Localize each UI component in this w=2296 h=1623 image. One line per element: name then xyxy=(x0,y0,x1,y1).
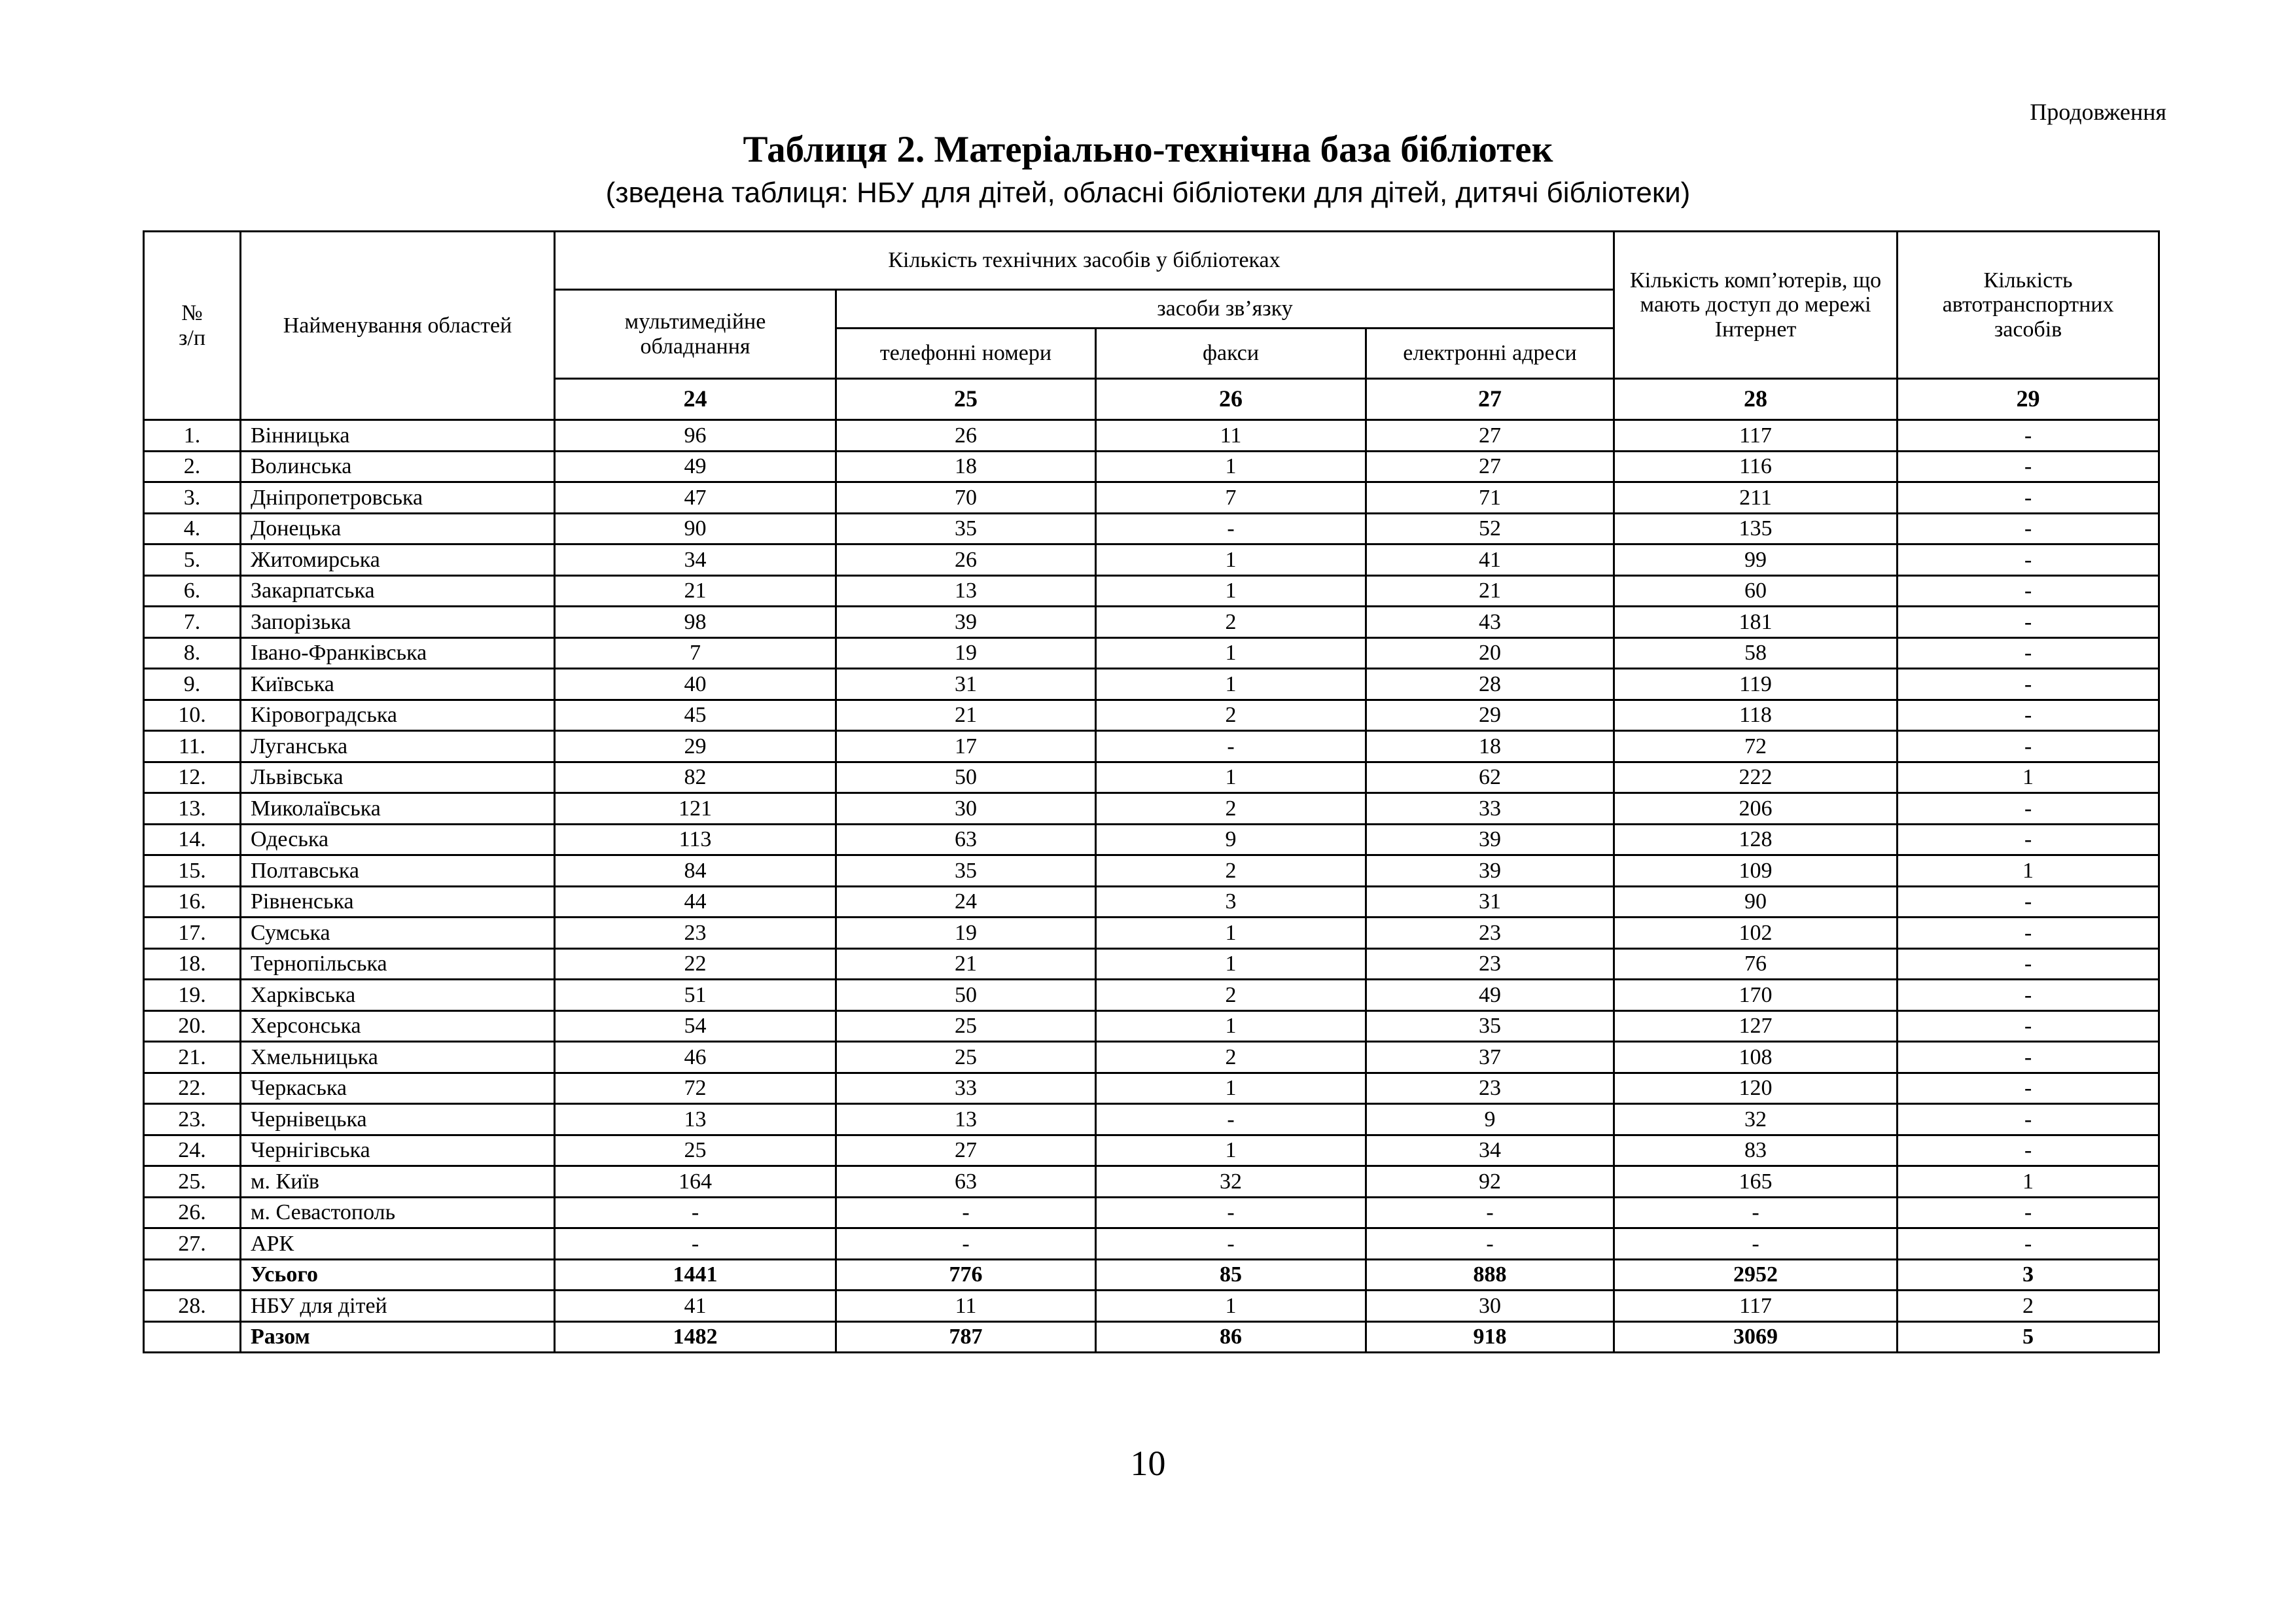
value-cell: 45 xyxy=(555,700,836,731)
value-cell: 62 xyxy=(1366,762,1614,793)
region-name: Вінницька xyxy=(241,420,555,452)
row-index: 14. xyxy=(144,824,241,855)
value-cell: - xyxy=(1898,513,2159,544)
value-cell: 49 xyxy=(555,451,836,482)
value-cell: 2 xyxy=(1096,607,1366,638)
region-name: м. Київ xyxy=(241,1166,555,1198)
region-name: Чернівецька xyxy=(241,1104,555,1135)
table-title: Таблиця 2. Матеріально-технічна база бібліотек xyxy=(743,129,1553,170)
region-name: Херсонська xyxy=(241,1010,555,1042)
column-number: 24 xyxy=(555,379,836,420)
value-cell: - xyxy=(1898,1010,2159,1042)
value-cell: 19 xyxy=(836,918,1096,949)
row-index: 3. xyxy=(144,482,241,514)
region-name: Одеська xyxy=(241,824,555,855)
row-index: 11. xyxy=(144,731,241,762)
value-cell: 2 xyxy=(1096,793,1366,825)
value-cell: 72 xyxy=(1614,731,1898,762)
table-row xyxy=(144,886,2159,918)
value-cell: - xyxy=(1898,948,2159,980)
region-name: Черкаська xyxy=(241,1073,555,1104)
value-cell: 918 xyxy=(1366,1321,1614,1353)
value-cell: 118 xyxy=(1614,700,1898,731)
value-cell: 1 xyxy=(1096,762,1366,793)
header-vehicles: Кількість автотранспортних засобів xyxy=(1898,232,2159,379)
table-row xyxy=(144,637,2159,669)
value-cell: 63 xyxy=(836,1166,1096,1198)
region-name: Полтавська xyxy=(241,855,555,887)
value-cell: 99 xyxy=(1614,544,1898,576)
header-number-line2: з/п xyxy=(178,325,206,350)
value-cell: 102 xyxy=(1614,918,1898,949)
value-cell: 47 xyxy=(555,482,836,514)
value-cell: 211 xyxy=(1614,482,1898,514)
value-cell: 35 xyxy=(1366,1010,1614,1042)
region-name: Івано-Франківська xyxy=(241,637,555,669)
row-index: 26. xyxy=(144,1197,241,1228)
value-cell: - xyxy=(1898,700,2159,731)
header-emails: електронні адреси xyxy=(1366,329,1614,379)
value-cell: - xyxy=(1898,1135,2159,1166)
region-name: Чернігівська xyxy=(241,1135,555,1166)
table-row xyxy=(144,1197,2159,1228)
value-cell: 76 xyxy=(1614,948,1898,980)
value-cell: - xyxy=(1898,886,2159,918)
value-cell: 11 xyxy=(836,1291,1096,1322)
value-cell: - xyxy=(1898,1073,2159,1104)
value-cell: - xyxy=(555,1228,836,1260)
value-cell: 9 xyxy=(1366,1104,1614,1135)
value-cell: 23 xyxy=(555,918,836,949)
value-cell: 39 xyxy=(1366,855,1614,887)
continuation-label: Продовження xyxy=(2030,99,2166,125)
value-cell: 30 xyxy=(1366,1291,1614,1322)
value-cell: 1 xyxy=(1096,1073,1366,1104)
table-row xyxy=(144,607,2159,638)
value-cell: 1 xyxy=(1096,544,1366,576)
value-cell: 113 xyxy=(555,824,836,855)
region-name: Кіровоградська xyxy=(241,700,555,731)
value-cell: - xyxy=(555,1197,836,1228)
region-name: Закарпатська xyxy=(241,575,555,607)
value-cell: 18 xyxy=(836,451,1096,482)
value-cell: 28 xyxy=(1366,669,1614,700)
column-number: 29 xyxy=(1898,379,2159,420)
value-cell: 5 xyxy=(1898,1321,2159,1353)
region-name: Київська xyxy=(241,669,555,700)
row-index xyxy=(144,1259,241,1291)
row-index: 19. xyxy=(144,980,241,1011)
value-cell: 98 xyxy=(555,607,836,638)
column-number: 27 xyxy=(1366,379,1614,420)
page-number: 10 xyxy=(1130,1444,1166,1483)
value-cell: 1 xyxy=(1096,1135,1366,1166)
value-cell: 90 xyxy=(1614,886,1898,918)
table-row xyxy=(144,855,2159,887)
region-name: м. Севастополь xyxy=(241,1197,555,1228)
value-cell: - xyxy=(1614,1228,1898,1260)
row-index: 21. xyxy=(144,1042,241,1073)
table-row xyxy=(144,451,2159,482)
region-name: Разом xyxy=(241,1321,555,1353)
value-cell: - xyxy=(1898,824,2159,855)
row-index: 27. xyxy=(144,1228,241,1260)
value-cell: 170 xyxy=(1614,980,1898,1011)
value-cell: 46 xyxy=(555,1042,836,1073)
value-cell: 33 xyxy=(836,1073,1096,1104)
region-name: Усього xyxy=(241,1259,555,1291)
value-cell: - xyxy=(1898,1104,2159,1135)
region-name: Донецька xyxy=(241,513,555,544)
header-internet-pcs: Кількість комп’ютерів, що мають доступ до мережі Інтернет xyxy=(1614,232,1898,379)
row-index: 15. xyxy=(144,855,241,887)
row-index: 24. xyxy=(144,1135,241,1166)
value-cell: 92 xyxy=(1366,1166,1614,1198)
value-cell: 116 xyxy=(1614,451,1898,482)
table-row xyxy=(144,1291,2159,1322)
value-cell: - xyxy=(1898,544,2159,576)
value-cell: 58 xyxy=(1614,637,1898,669)
value-cell: 21 xyxy=(836,948,1096,980)
row-index: 17. xyxy=(144,918,241,949)
header-region-name: Найменування областей xyxy=(241,232,555,420)
row-index: 9. xyxy=(144,669,241,700)
value-cell: 17 xyxy=(836,731,1096,762)
table-row xyxy=(144,1259,2159,1291)
value-cell: 49 xyxy=(1366,980,1614,1011)
row-index: 2. xyxy=(144,451,241,482)
value-cell: 40 xyxy=(555,669,836,700)
value-cell: 29 xyxy=(555,731,836,762)
value-cell: 50 xyxy=(836,980,1096,1011)
value-cell: 54 xyxy=(555,1010,836,1042)
value-cell: 31 xyxy=(1366,886,1614,918)
region-name: Волинська xyxy=(241,451,555,482)
row-index: 4. xyxy=(144,513,241,544)
value-cell: 1 xyxy=(1898,762,2159,793)
value-cell: 22 xyxy=(555,948,836,980)
value-cell: - xyxy=(1366,1197,1614,1228)
value-cell: 86 xyxy=(1096,1321,1366,1353)
region-name: Дніпропетровська xyxy=(241,482,555,514)
value-cell: 19 xyxy=(836,637,1096,669)
row-index: 7. xyxy=(144,607,241,638)
table-row xyxy=(144,762,2159,793)
table-row xyxy=(144,513,2159,544)
value-cell: - xyxy=(1898,980,2159,1011)
value-cell: - xyxy=(1898,575,2159,607)
value-cell: - xyxy=(1614,1197,1898,1228)
value-cell: 52 xyxy=(1366,513,1614,544)
value-cell: 23 xyxy=(1366,948,1614,980)
value-cell: 2 xyxy=(1898,1291,2159,1322)
value-cell: 9 xyxy=(1096,824,1366,855)
table-row xyxy=(144,1073,2159,1104)
value-cell: 34 xyxy=(555,544,836,576)
value-cell: - xyxy=(1898,731,2159,762)
table-row xyxy=(144,420,2159,452)
value-cell: 11 xyxy=(1096,420,1366,452)
value-cell: 72 xyxy=(555,1073,836,1104)
region-name: Харківська xyxy=(241,980,555,1011)
value-cell: 776 xyxy=(836,1259,1096,1291)
value-cell: 121 xyxy=(555,793,836,825)
value-cell: 1 xyxy=(1096,1010,1366,1042)
value-cell: 71 xyxy=(1366,482,1614,514)
value-cell: - xyxy=(1898,1042,2159,1073)
value-cell: 60 xyxy=(1614,575,1898,607)
row-index: 28. xyxy=(144,1291,241,1322)
value-cell: - xyxy=(1898,637,2159,669)
region-name: Миколаївська xyxy=(241,793,555,825)
value-cell: 23 xyxy=(1366,918,1614,949)
library-equipment-table xyxy=(143,230,2160,1353)
value-cell: 27 xyxy=(836,1135,1096,1166)
value-cell: 888 xyxy=(1366,1259,1614,1291)
header-number-line1: № xyxy=(181,301,203,326)
value-cell: 120 xyxy=(1614,1073,1898,1104)
value-cell: 51 xyxy=(555,980,836,1011)
value-cell: 44 xyxy=(555,886,836,918)
value-cell: 1 xyxy=(1096,1291,1366,1322)
row-index: 16. xyxy=(144,886,241,918)
header-faxes: факси xyxy=(1096,329,1366,379)
value-cell: - xyxy=(1898,607,2159,638)
row-index: 8. xyxy=(144,637,241,669)
value-cell: 222 xyxy=(1614,762,1898,793)
region-name: Львівська xyxy=(241,762,555,793)
column-number: 25 xyxy=(836,379,1096,420)
value-cell: 26 xyxy=(836,420,1096,452)
value-cell: 21 xyxy=(836,700,1096,731)
table-row xyxy=(144,1321,2159,1353)
row-index: 23. xyxy=(144,1104,241,1135)
row-index: 25. xyxy=(144,1166,241,1198)
value-cell: 7 xyxy=(555,637,836,669)
value-cell: 108 xyxy=(1614,1042,1898,1073)
value-cell: 117 xyxy=(1614,420,1898,452)
value-cell: 2 xyxy=(1096,700,1366,731)
value-cell: 7 xyxy=(1096,482,1366,514)
region-name: АРК xyxy=(241,1228,555,1260)
value-cell: 31 xyxy=(836,669,1096,700)
value-cell: 1 xyxy=(1096,669,1366,700)
region-name: Тернопільська xyxy=(241,948,555,980)
value-cell: - xyxy=(1366,1228,1614,1260)
value-cell: 34 xyxy=(1366,1135,1614,1166)
value-cell: - xyxy=(1898,451,2159,482)
value-cell: 70 xyxy=(836,482,1096,514)
value-cell: 1 xyxy=(1898,1166,2159,1198)
value-cell: 29 xyxy=(1366,700,1614,731)
value-cell: 63 xyxy=(836,824,1096,855)
value-cell: 32 xyxy=(1614,1104,1898,1135)
row-index: 10. xyxy=(144,700,241,731)
row-index: 22. xyxy=(144,1073,241,1104)
row-index: 5. xyxy=(144,544,241,576)
value-cell: - xyxy=(1096,1228,1366,1260)
value-cell: 181 xyxy=(1614,607,1898,638)
value-cell: 90 xyxy=(555,513,836,544)
value-cell: 39 xyxy=(836,607,1096,638)
value-cell: 109 xyxy=(1614,855,1898,887)
value-cell: 21 xyxy=(555,575,836,607)
value-cell: 35 xyxy=(836,513,1096,544)
value-cell: - xyxy=(1898,669,2159,700)
value-cell: 787 xyxy=(836,1321,1096,1353)
value-cell: 2952 xyxy=(1614,1259,1898,1291)
row-index: 12. xyxy=(144,762,241,793)
value-cell: 27 xyxy=(1366,420,1614,452)
row-index: 1. xyxy=(144,420,241,452)
header-phones: телефонні номери xyxy=(836,329,1096,379)
value-cell: - xyxy=(1898,1197,2159,1228)
value-cell: 25 xyxy=(836,1010,1096,1042)
value-cell: 24 xyxy=(836,886,1096,918)
table-row xyxy=(144,824,2159,855)
value-cell: 33 xyxy=(1366,793,1614,825)
row-index xyxy=(144,1321,241,1353)
value-cell: 18 xyxy=(1366,731,1614,762)
value-cell: 27 xyxy=(1366,451,1614,482)
value-cell: - xyxy=(1898,420,2159,452)
value-cell: - xyxy=(1096,513,1366,544)
row-index: 20. xyxy=(144,1010,241,1042)
value-cell: 117 xyxy=(1614,1291,1898,1322)
row-index: 6. xyxy=(144,575,241,607)
value-cell: 128 xyxy=(1614,824,1898,855)
region-name: Луганська xyxy=(241,731,555,762)
table-row xyxy=(144,1104,2159,1135)
value-cell: 164 xyxy=(555,1166,836,1198)
region-name: Сумська xyxy=(241,918,555,949)
value-cell: - xyxy=(1898,482,2159,514)
header-comm-group: засоби зв’язку xyxy=(836,290,1614,329)
value-cell: - xyxy=(836,1197,1096,1228)
value-cell: 13 xyxy=(836,1104,1096,1135)
table-row xyxy=(144,669,2159,700)
table-row xyxy=(144,1228,2159,1260)
value-cell: 127 xyxy=(1614,1010,1898,1042)
value-cell: 2 xyxy=(1096,980,1366,1011)
value-cell: 35 xyxy=(836,855,1096,887)
value-cell: 43 xyxy=(1366,607,1614,638)
value-cell: - xyxy=(1096,731,1366,762)
region-name: Житомирська xyxy=(241,544,555,576)
value-cell: 1 xyxy=(1096,918,1366,949)
value-cell: 23 xyxy=(1366,1073,1614,1104)
value-cell: 83 xyxy=(1614,1135,1898,1166)
table-row xyxy=(144,575,2159,607)
table-subtitle: (зведена таблиця: НБУ для дітей, обласні бібліотеки для дітей, дитячі бібліотеки) xyxy=(605,177,1691,209)
value-cell: - xyxy=(1898,1228,2159,1260)
value-cell: 41 xyxy=(1366,544,1614,576)
region-name: НБУ для дітей xyxy=(241,1291,555,1322)
table-row xyxy=(144,731,2159,762)
value-cell: - xyxy=(1096,1197,1366,1228)
row-index: 13. xyxy=(144,793,241,825)
table-row xyxy=(144,918,2159,949)
value-cell: 1 xyxy=(1096,948,1366,980)
value-cell: 2 xyxy=(1096,1042,1366,1073)
value-cell: 3 xyxy=(1898,1259,2159,1291)
value-cell: 26 xyxy=(836,544,1096,576)
value-cell: 119 xyxy=(1614,669,1898,700)
value-cell: - xyxy=(1898,918,2159,949)
value-cell: 25 xyxy=(555,1135,836,1166)
value-cell: 37 xyxy=(1366,1042,1614,1073)
table-row xyxy=(144,1042,2159,1073)
table-row xyxy=(144,793,2159,825)
value-cell: 206 xyxy=(1614,793,1898,825)
table-row xyxy=(144,1010,2159,1042)
value-cell: - xyxy=(1096,1104,1366,1135)
table-row xyxy=(144,700,2159,731)
header-number xyxy=(144,232,241,420)
table-row xyxy=(144,544,2159,576)
region-name: Рівненська xyxy=(241,886,555,918)
value-cell: 21 xyxy=(1366,575,1614,607)
value-cell: 1 xyxy=(1096,575,1366,607)
table-row xyxy=(144,980,2159,1011)
value-cell: 20 xyxy=(1366,637,1614,669)
value-cell: 2 xyxy=(1096,855,1366,887)
value-cell: 50 xyxy=(836,762,1096,793)
value-cell: 39 xyxy=(1366,824,1614,855)
header-multimedia: мультимедійне обладнання xyxy=(555,290,836,379)
value-cell: 3 xyxy=(1096,886,1366,918)
header-tech-group: Кількість технічних засобів у бібліотеках xyxy=(555,232,1614,290)
column-number: 26 xyxy=(1096,379,1366,420)
value-cell: 1482 xyxy=(555,1321,836,1353)
value-cell: 13 xyxy=(836,575,1096,607)
value-cell: 1 xyxy=(1096,451,1366,482)
value-cell: - xyxy=(1898,793,2159,825)
row-index: 18. xyxy=(144,948,241,980)
table-row xyxy=(144,948,2159,980)
region-name: Запорізька xyxy=(241,607,555,638)
value-cell: 85 xyxy=(1096,1259,1366,1291)
region-name: Хмельницька xyxy=(241,1042,555,1073)
value-cell: 13 xyxy=(555,1104,836,1135)
value-cell: 165 xyxy=(1614,1166,1898,1198)
value-cell: 32 xyxy=(1096,1166,1366,1198)
value-cell: 84 xyxy=(555,855,836,887)
value-cell: 3069 xyxy=(1614,1321,1898,1353)
value-cell: - xyxy=(836,1228,1096,1260)
value-cell: 1 xyxy=(1898,855,2159,887)
value-cell: 41 xyxy=(555,1291,836,1322)
value-cell: 1441 xyxy=(555,1259,836,1291)
value-cell: 30 xyxy=(836,793,1096,825)
value-cell: 1 xyxy=(1096,637,1366,669)
table-row xyxy=(144,1135,2159,1166)
column-number: 28 xyxy=(1614,379,1898,420)
value-cell: 135 xyxy=(1614,513,1898,544)
value-cell: 25 xyxy=(836,1042,1096,1073)
value-cell: 96 xyxy=(555,420,836,452)
value-cell: 82 xyxy=(555,762,836,793)
table-row xyxy=(144,482,2159,514)
table-row xyxy=(144,1166,2159,1198)
